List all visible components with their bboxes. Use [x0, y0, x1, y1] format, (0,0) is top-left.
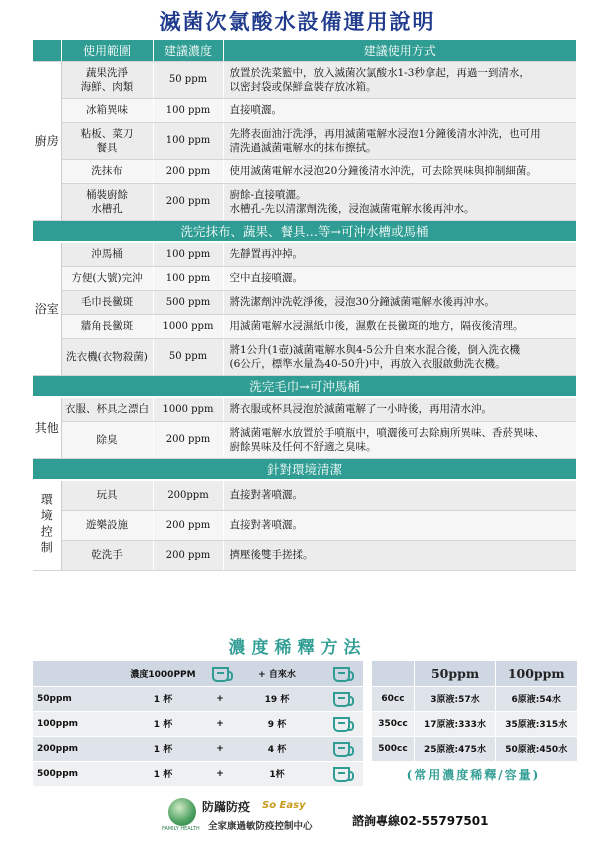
method-text: 廚餘-直接噴灑。 水槽孔-先以清潔劑洗後，浸泡滅菌電解水後再沖水。: [223, 183, 576, 220]
method-text: 直接對著噴灑。: [223, 510, 576, 540]
cup-icon: [333, 742, 350, 757]
method-text: 先將表面油汙洗淨，再用滅菌電解水浸泡1分鐘後清水沖洗，也可用 清洗過滅菌電解水的抹布擦拭。: [223, 122, 576, 159]
dilution-head-blank: [33, 661, 121, 686]
concentration: 200 ppm: [153, 421, 223, 458]
usage-item: 方便(大號)完沖: [61, 266, 153, 290]
reference-note: (常用濃度稀釋/容量): [406, 768, 541, 782]
usage-item: 蔬果洗淨 海鮮、肉類: [61, 61, 153, 98]
concentration: 50 ppm: [153, 338, 223, 375]
section-banner: [33, 375, 576, 397]
section-banner: [33, 458, 576, 480]
reference-cell: 500cc: [372, 736, 415, 761]
concentration: 500 ppm: [153, 290, 223, 314]
concentration: 100 ppm: [153, 98, 223, 122]
reference-cell: 6原液:54水: [496, 686, 577, 711]
usage-item: 沖馬桶: [61, 242, 153, 266]
dilution-plus: +: [205, 711, 235, 736]
table-row: [33, 421, 576, 458]
usage-item: 桶裝廚餘 水槽孔: [61, 183, 153, 220]
concentration: 100 ppm: [153, 122, 223, 159]
dilution-plus: +: [205, 736, 235, 761]
cup-cell: [319, 686, 363, 711]
area-label-bathroom: 浴室: [33, 242, 61, 375]
header-concentration: 建議濃度: [153, 40, 223, 61]
dilution-water: 1杯: [235, 761, 319, 786]
concentration: 100 ppm: [153, 242, 223, 266]
usage-item: 牆角長黴斑: [61, 314, 153, 338]
cup-icon: [212, 667, 229, 682]
hotline: 諮詢專線02-55797501: [352, 814, 489, 828]
usage-item: 冰箱異味: [61, 98, 153, 122]
method-text: 放置於洗菜籃中，放入滅菌次氯酸水1-3秒拿起，再過一到清水， 以密封袋或保鮮盒裝存放冰箱。: [223, 61, 576, 98]
reference-col-header: 100ppm: [496, 661, 577, 686]
dilution-water: 19 杯: [235, 686, 319, 711]
dilution-row: [33, 736, 363, 761]
concentration: 1000 ppm: [153, 314, 223, 338]
reference-row: [372, 736, 577, 761]
dilution-row: [33, 761, 363, 786]
concentration: 200ppm: [153, 480, 223, 510]
usage-item: 洗衣機(衣物殺菌): [61, 338, 153, 375]
dilution-cups: 1 杯: [121, 711, 205, 736]
dilution-plus: +: [205, 761, 235, 786]
section-banner-text: 針對環境清潔: [33, 458, 576, 480]
usage-item: 粘板、菜刀 餐具: [61, 122, 153, 159]
cup-cell: [319, 761, 363, 786]
area-label-other: 其他: [33, 397, 61, 458]
table-row: [33, 314, 576, 338]
logo-tag: FAMILY HEALTH: [162, 826, 200, 832]
usage-item: 遊樂設施: [61, 510, 153, 540]
cup-cell: [205, 661, 235, 686]
table-row: [33, 159, 576, 183]
cup-icon: [333, 667, 350, 682]
reference-row: [372, 711, 577, 736]
cup-cell: [319, 661, 363, 686]
usage-item: 除臭: [61, 421, 153, 458]
header-method: 建議使用方式: [223, 40, 576, 61]
dilution-plus: +: [205, 686, 235, 711]
cup-icon: [333, 717, 350, 732]
dilution-cups: 1 杯: [121, 761, 205, 786]
table-row: [33, 266, 576, 290]
table-row: [33, 183, 576, 220]
method-text: 將滅菌電解水放置於手噴瓶中，噴灑後可去除廁所異味、香菸異味、 廚餘異味及任何不舒適之臭味。: [223, 421, 576, 458]
table-row: [33, 397, 576, 421]
dilution-table: [33, 661, 363, 787]
table-row: [33, 338, 576, 375]
usage-item: 玩具: [61, 480, 153, 510]
reference-cell: 3原液:57水: [415, 686, 496, 711]
reference-col-header: [372, 661, 415, 686]
section-banner: [33, 220, 576, 242]
concentration: 200 ppm: [153, 183, 223, 220]
brand-name: 防蹣防疫: [202, 800, 251, 814]
cup-icon: [333, 692, 350, 707]
reference-cell: 50原液:450水: [496, 736, 577, 761]
cup-cell: [319, 711, 363, 736]
area-label-environment: 環境控制: [33, 480, 61, 570]
usage-item: 洗抹布: [61, 159, 153, 183]
concentration: 50 ppm: [153, 61, 223, 98]
table-row: [33, 242, 576, 266]
reference-cell: 25原液:475水: [415, 736, 496, 761]
reference-head-row: [372, 661, 577, 686]
reference-col-header: 50ppm: [415, 661, 496, 686]
method-text: 先靜置再沖掉。: [223, 242, 576, 266]
section-banner-text: 洗完毛巾→可沖馬桶: [33, 375, 576, 397]
method-text: 將1公升(1壺)滅菌電解水與4-5公升自來水混合後，倒入洗衣機 (6公斤，標準水量為40-50升)中，再放入衣服啟動洗衣機。: [223, 338, 576, 375]
dilution-label: 100ppm: [33, 711, 121, 736]
reference-row: [372, 686, 577, 711]
center-name: 全家康過敏防疫控制中心: [208, 821, 313, 832]
dilution-row: [33, 686, 363, 711]
method-text: 用滅菌電解水浸濕紙巾後，濕敷在長黴斑的地方，隔夜後清理。: [223, 314, 576, 338]
dilution-row: [33, 711, 363, 736]
method-text: 將衣服或杯具浸泡於滅菌電解了一小時後，再用清水沖。: [223, 397, 576, 421]
method-text: 空中直接噴灑。: [223, 266, 576, 290]
concentration: 200 ppm: [153, 159, 223, 183]
area-label-kitchen: 廚房: [33, 61, 61, 220]
dilution-water: 9 杯: [235, 711, 319, 736]
dilution-head-base: 濃度1000PPM: [121, 661, 205, 686]
usage-item: 衣服、杯具之漂白: [61, 397, 153, 421]
section-banner-text: 洗完抹布、蔬果、餐具…等→可沖水槽或馬桶: [33, 220, 576, 242]
dilution-water: 4 杯: [235, 736, 319, 761]
brand-slogan: So Easy: [262, 800, 306, 811]
method-text: 直接對著噴灑。: [223, 480, 576, 510]
usage-item: 毛巾長黴斑: [61, 290, 153, 314]
table-row: [33, 61, 576, 98]
reference-cell: 35原液:315水: [496, 711, 577, 736]
table-row: [33, 540, 576, 570]
method-text: 使用滅菌電解水浸泡20分鐘後清水沖洗，可去除異味與抑制細菌。: [223, 159, 576, 183]
method-text: 將洗潔劑沖洗乾淨後，浸泡30分鐘滅菌電解水後再沖水。: [223, 290, 576, 314]
reference-cell: 17原液:333水: [415, 711, 496, 736]
usage-item: 乾洗手: [61, 540, 153, 570]
page-title: 滅菌次氯酸水設備運用說明: [159, 10, 436, 34]
cup-icon: [333, 767, 350, 782]
table-row: [33, 98, 576, 122]
dilution-cups: 1 杯: [121, 686, 205, 711]
dilution-cups: 1 杯: [121, 736, 205, 761]
usage-table: [33, 40, 576, 571]
table-row: [33, 290, 576, 314]
concentration: 1000 ppm: [153, 397, 223, 421]
dilution-title: 濃度稀釋方法: [228, 638, 367, 658]
table-row: [33, 122, 576, 159]
dilution-label: 500ppm: [33, 761, 121, 786]
table-row: [33, 480, 576, 510]
table-row: [33, 510, 576, 540]
dilution-label: 200ppm: [33, 736, 121, 761]
dilution-head-water: + 自來水: [235, 661, 319, 686]
header-scope: 使用範圍: [61, 40, 153, 61]
concentration: 200 ppm: [153, 510, 223, 540]
header-blank: [33, 40, 61, 61]
concentration: 200 ppm: [153, 540, 223, 570]
dilution-label: 50ppm: [33, 686, 121, 711]
reference-cell: 60cc: [372, 686, 415, 711]
reference-cell: 350cc: [372, 711, 415, 736]
method-text: 直接噴灑。: [223, 98, 576, 122]
reference-table: [371, 661, 577, 762]
concentration: 100 ppm: [153, 266, 223, 290]
logo-icon: [168, 798, 196, 826]
method-text: 擠壓後雙手搓揉。: [223, 540, 576, 570]
footer: [0, 796, 595, 842]
dilution-head-row: [33, 661, 363, 686]
cup-cell: [319, 736, 363, 761]
